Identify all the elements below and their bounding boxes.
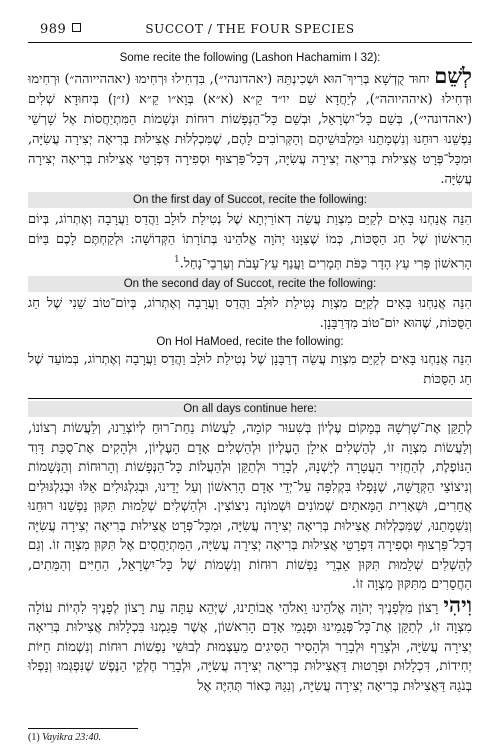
page-header (0, 0, 500, 40)
yehi-lead-word: וִיהִי (443, 591, 472, 617)
footnote-marker: 1 (174, 255, 180, 265)
yehi-ratzon-paragraph (28, 591, 472, 697)
yehi-text: רָצוֹן מִלְּפָנֶיךָ יְהֹוָה אֱלֹהֵינוּ וֵאלֹהֵי אֲבוֹתֵינוּ, שֶׁיְּהֵא עַתָּה עֵת רָצוֹן לְפָנֶיךָ לִהְיוֹת עוֹלָה מִצְוָה זוֹ, לְתַקֵּן אֶת־כָּל־פְּגָמֵינוּ וּפְגָמֵי אָדָם הָרִאשׁוֹן, אֲשֶׁר פָּגַמְנוּ בִּכְלָלוּת אֲצִילוּת בְּרִיאָה יְצִירָה עֲשִׂיָּה, וּלְצָרֵף וּלְבָרֵר וּלְהָסִיר הַסִּיגִים מֵעַצְמוּת לְבוּשֵׁי נַפְשׁוֹת רוּחוֹת וְנִשְׁמוֹת חַיּוֹת יְחִידוֹת, דִּכְלָלוּת וּפְרָטוּת דַּאֲצִילוּת בְּרִיאָה יְצִירָה עֲשִׂיָּה, וּלְבָרֵר חֶלְקֵי הַנֶּפֶשׁ שֶׁנִּפְגְּמוּ וְנָפְלוּ בְּנֹגַהּ דַּאֲצִילוּת בְּרִיאָה יְצִירָה עֲשִׂיָּה, וְנִגַּהּ כְּאוֹר תְּהִיֶּה אֶל (28, 600, 472, 694)
intro-note: Some recite the following (Lashon Hachamim I 32): (119, 52, 381, 64)
hol-hamoed-paragraph: הִנֵּה אֲנַחְנוּ בָּאִים לְקַיֵּם מִצְוַת עֲשֵׂה דְרַבָּנָן שֶׁל נְטִילַת לוּלָב וַהֲדַס וַעֲרָבָה וְאֶתְרוֹג, בְּמוֹעֵד שֶׁל חַג הַסֻּכּוֹת (28, 352, 472, 388)
section-divider (28, 398, 472, 399)
first-day-text: הִנֵּה אֲנַחְנוּ בָּאִים לְקַיֵּם מִצְוַת עֲשֵׂה דְאוֹרַיְתָא שֶׁל נְטִילַת לוּלָב וַהֲדַס וַעֲרָבָה וְאֶתְרוֹג, בְּיוֹם הָרִאשׁוֹן שֶׁל חַג הַסֻּכּוֹת, כְּמוֹ שֶׁצִּוָּנוּ יְהֹוָה אֱלֹהֵינוּ בְּתוֹרָתוֹ הַקְּדוֹשָׁה: וּלְקַחְתֶּם לָכֶם בַּיּוֹם הָרִאשׁוֹן פְּרִי עֵץ הָדָר כַּפֹּת תְּמָרִים וַעֲנַף עֵץ־עָבֹת וְעַרְבֵי־נָחַל. (28, 212, 472, 272)
footnote-rule (28, 728, 138, 729)
page-body (28, 50, 472, 696)
footnote (28, 732, 101, 743)
running-title: SUCCOT / THE FOUR SPECIES (145, 22, 355, 36)
footnote-number: (1) (28, 732, 40, 743)
all-days-paragraph: לְתַקֵּן אֶת־שָׁרְשָׁהּ בְּמָקוֹם עֶלְיוֹן בְּשִׁעוּר קוֹמָה, לַעֲשׂוֹת נַחַת־רוּחַ לְיוֹצְרֵנוּ, וְלַעֲשׂוֹת רְצוֹנוֹ, וְלַעֲשׂוֹת מִצְוָה זוֹ, לְהַשְׁלִים אִילָן הָעֶלְיוֹן וּלְהַשְׁלִים אָדָם הָעֶלְיוֹן, וּלְהָקִים אֶת־סֻכַּת דָּוִד הַנּוֹפֶלֶת, לְהַחֲזִיר הָעֲטָרָה לְיָשְׁנָהּ, לְבָרֵר וּלְתַקֵּן וּלְהַעֲלוֹת כָּל־הַנְּפָשׁוֹת וְהָרוּחוֹת וְהַנְּשָׁמוֹת וְנִיצוֹצֵי הַקְּדֻשָּׁה, שֶׁנָּפְלוּ בִּקְלִפָּה עַל־יְדֵי אָדָם הָרִאשׁוֹן וְעַל יָדֵינוּ, וּבְגִלְגּוּלִים אֵלּוּ וּבְגִלְגּוּלִים אֲחֵרִים, וּשְׁאָרִית הַמָּאתַיִם שְׁמוֹנִים וּשְׁמוֹנָה נִיצוֹצִין. וּלְהַשְׁלִים שְׁלֵמוּת תִּקּוּן נַפְשֵׁנוּ רוּחֵנוּ וְנִשְׁמָתֵנוּ, שֶׁמִּכְּלְלוּת אֲצִילוּת בְּרִיאָה יְצִירָה עֲשִׂיָּה, וּמִכָּל־פְּרָט אֲצִילוּת בְּרִיאָה יְצִירָה עֲשִׂיָּה דְּכָל־פַּרְצוּף וּסְפִירָה דִּפְרָטֵי אֲצִילוּת בְּרִיאָה יְצִירָה עֲשִׂיָּה, הַמִּתְיַחֲסִים אֶל תִּקּוּן מִצְוָה זוֹ. וְגַם לְהַשְׁלִים שְׁלֵמוּת תִּקּוּן אֵבְרֵי נַפְשׁוֹת רוּחוֹת וְנִשְׁמוֹת שֶׁל כָּל־יִשְׂרָאֵל, הַחַיִּים וְהַמֵּתִים, הַחֲסֵרִים מִתִּקּוּן מִצְוָה זוֹ. (28, 421, 472, 593)
header-rule (28, 42, 472, 43)
second-day-heading: On the second day of Succot, recite the following: (28, 276, 472, 292)
intro-paragraph (28, 63, 472, 190)
first-day-heading: On the first day of Succot, recite the following: (28, 192, 472, 208)
footnote-source: Vayikra 23:40. (42, 732, 102, 743)
hol-hamoed-heading: On Hol HaMoed, recite the following: (156, 336, 344, 349)
second-day-paragraph: הִנֵּה אֲנַחְנוּ בָּאִים לְקַיֵּם מִצְוַת נְטִילַת לוּלָב וַהֲדַס וַעֲרָבָה וְאֶתְרוֹג, בְּיוֹם־טוֹב שֵׁנִי שֶׁל חַג הַסֻּכּוֹת, שֶׁהוּא יוֹם־טוֹב מִדְּרַבָּנָן. (28, 296, 472, 332)
all-days-heading: On all days continue here: (28, 401, 472, 417)
intro-lead-word: לְשֵׁם (434, 63, 472, 88)
intro-text: יִחוּד קֻדְשָׁא בְּרִיךְ־הוּא וּשְׁכִינְתֵּהּ (יאהדונהי״), בִּדְחִילוּ וּרְחִימוּ (יאההייוהה״) וּרְחִימוּ וּדְחִילוּ (איההיוהה״), לְיַחֲדָא שֵׁם יו״ד קֵ״א (א״א) בְּוָא״ו קֵ״א (ז״ן) בְּיִחוּדָא שְׁלִים (יאהדונהי״), בְּשֵׁם כָּל־יִשְׂרָאֵל, וּבְשֵׁם כָּל־הַנְּפָשׁוֹת רוּחוֹת וּנְשָׁמוֹת הַמִּתְיַחֲסוֹת אֶל שָׁרְשֵׁי נַפְשֵׁנוּ רוּחֵנוּ וְנִשְׁמָתֵנוּ וּמַלְבּוּשֵׁיהֶם וְהַקְּרוֹבִים לָהֶם, שֶׁמִּכְלְלוּת אֲצִילוּת בְּרִיאָה יְצִירָה עֲשִׂיָּה, וּמִכָּל־פְּרָט אֲצִילוּת בְּרִיאָה יְצִירָה עֲשִׂיָּה, דְּכָל־פַּרְצוּף וּסְפִירָה דִּפְרָטֵי אֲצִילוּת בְּרִיאָה יְצִירָה עֲשִׂיָּה. (28, 72, 472, 187)
first-day-paragraph (28, 210, 472, 274)
page-number-text: 989 (40, 22, 67, 37)
